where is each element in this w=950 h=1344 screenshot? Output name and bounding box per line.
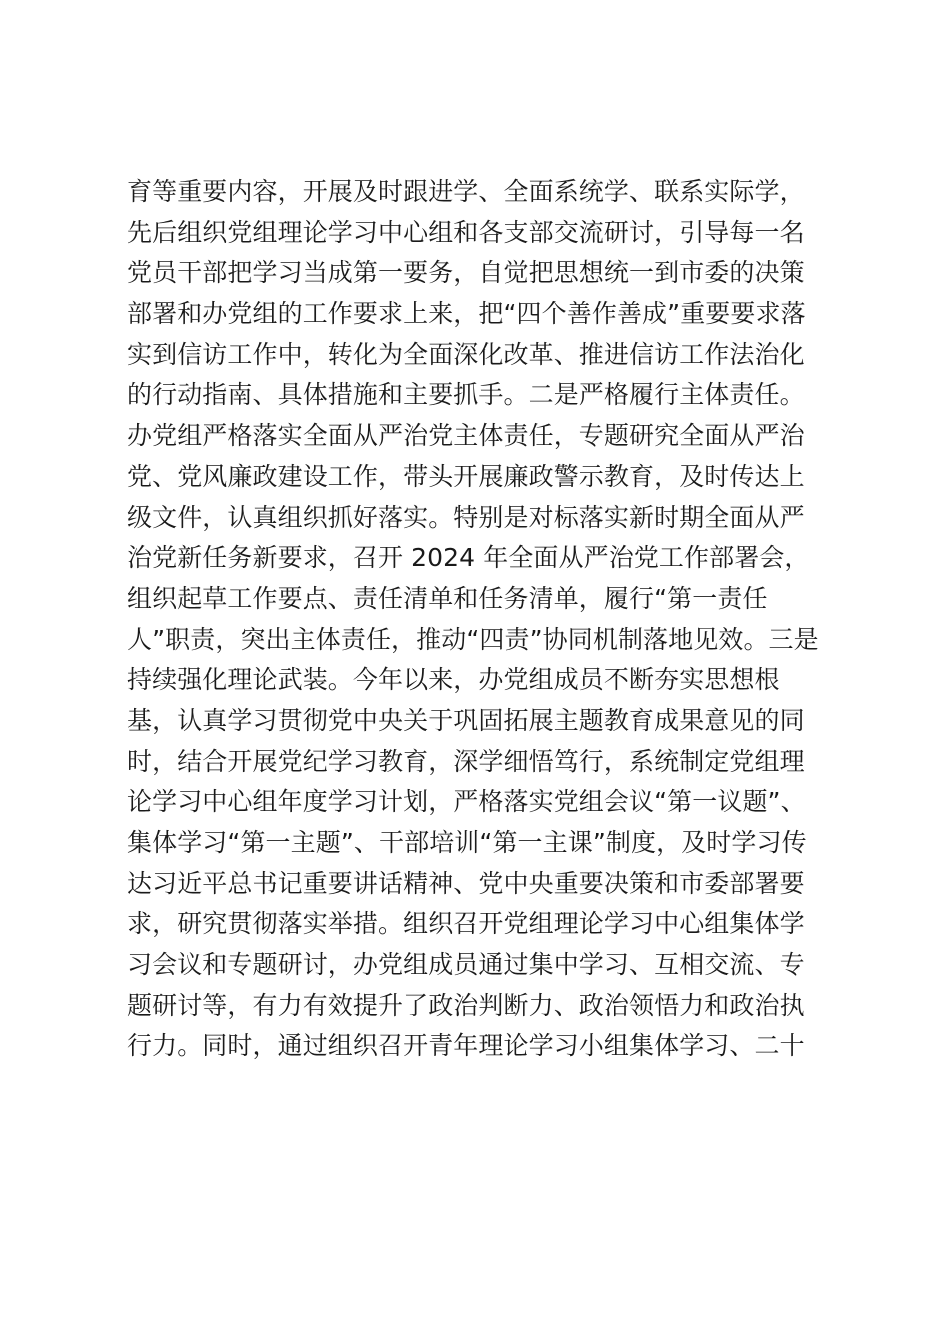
text-line: 题研讨等，有力有效提升了政治判断力、政治领悟力和政治执	[127, 990, 805, 1020]
text-line: 党员干部把学习当成第一要务，自觉把思想统一到市委的决策	[127, 258, 805, 288]
text-line: 治党新任务新要求，召开 2024 年全面从严治党工作部署会，	[127, 543, 810, 573]
text-line: 部署和办党组的工作要求上来，把“四个善作善成”重要要求落	[127, 299, 806, 329]
body-paragraph	[127, 172, 847, 1067]
text-line: 求，研究贯彻落实举措。组织召开党组理论学习中心组集体学	[127, 909, 805, 939]
text-line: 时，结合开展党纪学习教育，深学细悟笃行，系统制定党组理	[127, 746, 805, 776]
text-line: 级文件，认真组织抓好落实。特别是对标落实新时期全面从严	[127, 502, 805, 532]
text-line: 行力。同时，通过组织召开青年理论学习小组集体学习、二十	[127, 1031, 805, 1061]
text-line: 育等重要内容，开展及时跟进学、全面系统学、联系实际学，	[127, 177, 805, 206]
text-line: 基，认真学习贯彻党中央关于巩固拓展主题教育成果意见的同	[127, 705, 805, 735]
text-line: 实到信访工作中，转化为全面深化改革、推进信访工作法治化	[127, 339, 805, 369]
text-line: 办党组严格落实全面从严治党主体责任，专题研究全面从严治	[127, 421, 805, 451]
text-line: 组织起草工作要点、责任清单和任务清单，履行“第一责任	[127, 583, 768, 613]
text-line: 党、党风廉政建设工作，带头开展廉政警示教育，及时传达上	[127, 461, 805, 491]
text-line: 先后组织党组理论学习中心组和各支部交流研讨，引导每一名	[127, 217, 805, 247]
text-line: 集体学习“第一主题”、干部培训“第一主课”制度，及时学习传	[127, 828, 807, 857]
text-line: 达习近平总书记重要讲话精神、党中央重要决策和市委部署要	[127, 868, 805, 898]
text-line: 的行动指南、具体措施和主要抓手。二是严格履行主体责任。	[127, 380, 805, 410]
text-line: 论学习中心组年度学习计划，严格落实党组会议“第一议题”、	[127, 787, 806, 817]
text-line: 习会议和专题研讨，办党组成员通过集中学习、互相交流、专	[127, 950, 805, 980]
text-line: 持续强化理论武装。今年以来，办党组成员不断夯实思想根	[127, 665, 780, 695]
text-line: 人”职责，突出主体责任，推动“四责”协同机制落地见效。三是	[127, 624, 819, 654]
